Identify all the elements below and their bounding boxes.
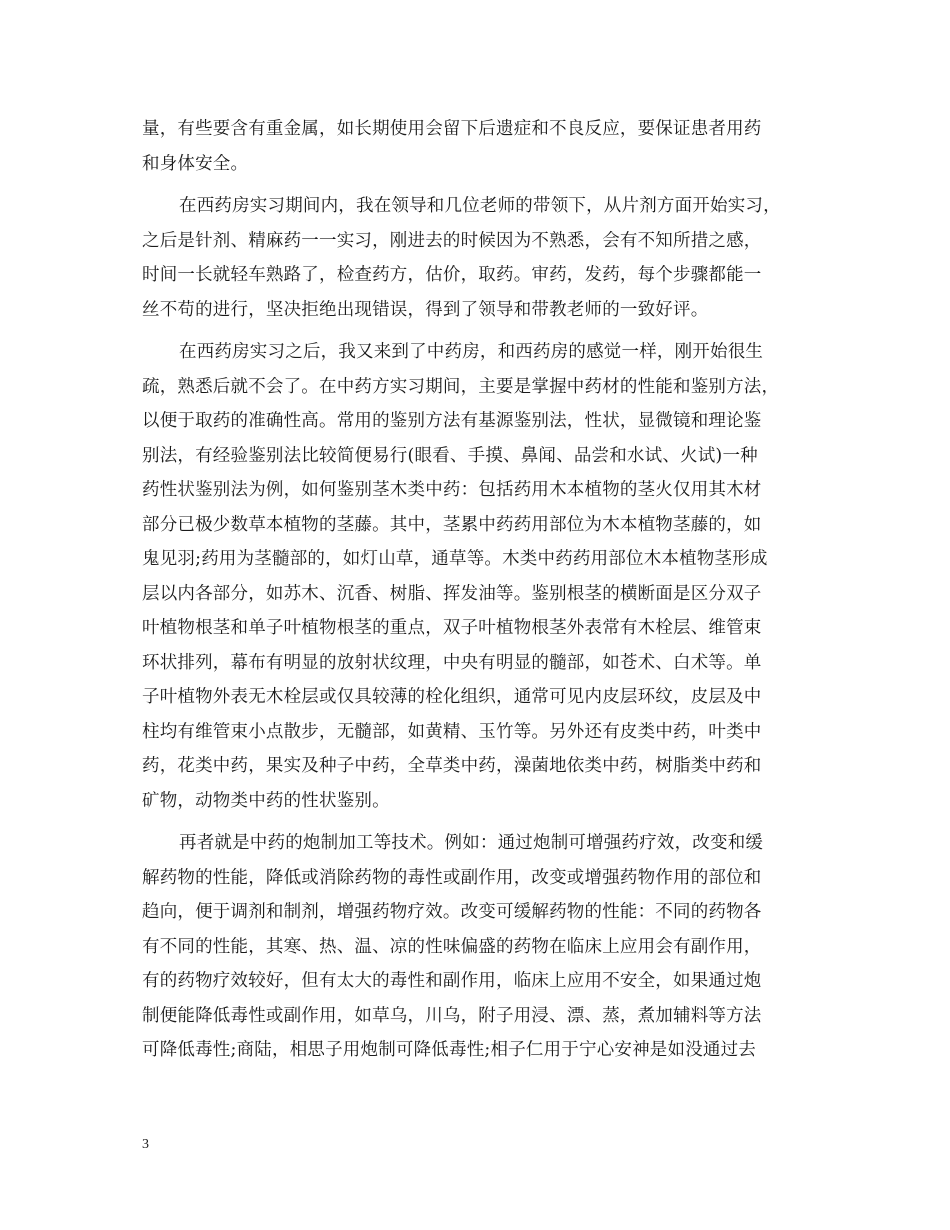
text-line: 环状排列，幕布有明显的放射状纹理，中央有明显的髓部，如苍术、白术等。单 [142, 652, 762, 673]
text-line: 解药物的性能，降低或消除药物的毒性或副作用，改变或增强药物作用的部位和 [142, 867, 762, 888]
text-line: 可降低毒性;商陆，相思子用炮制可降低毒性;相子仁用于宁心安神是如没通过去 [142, 1040, 756, 1060]
text-line: 趋向，便于调剂和制剂，增强药物疗效。改变可缓解药物的性能：不同的药物各 [142, 902, 762, 922]
text-line: 柱均有维管束小点散步，无髓部，如黄精、玉竹等。另外还有皮类中药，叶类中 [142, 721, 762, 742]
text-line: 有不同的性能，其寒、热、温、凉的性味偏盛的药物在临床上应用会有副作用， [142, 936, 762, 957]
text-line: 药，花类中药，果实及种子中药，全草类中药，澡菌地依类中药，树脂类中药和 [142, 756, 762, 776]
text-line: 子叶植物外表无木栓层或仅具较薄的栓化组织，通常可见内皮层环纹，皮层及中 [142, 687, 762, 707]
text-line: 再者就是中药的炮制加工等技术。例如：通过炮制可增强药疗效，改变和缓 [179, 833, 764, 853]
document-body [142, 112, 808, 1068]
text-line: 别法，有经验鉴别法比较简便易行(眼看、手摸、鼻闻、品尝和水试、火试)一种 [142, 445, 758, 466]
text-line: 丝不苟的进行，坚决拒绝出现错误，得到了领导和带教老师的一致好评。 [142, 299, 709, 320]
text-line: 矿物，动物类中药的性状鉴别。 [142, 790, 390, 811]
text-line: 之后是针剂、精麻药一一实习，刚进去的时候因为不熟悉，会有不知所措之感， [142, 230, 762, 251]
text-line: 部分已极少数草本植物的茎藤。其中，茎累中药药用部位为木本植物茎藤的，如 [142, 514, 762, 535]
text-line: 层以内各部分，如苏木、沉香、树脂、挥发油等。鉴别根茎的横断面是区分双子 [142, 583, 762, 604]
text-line: 鬼见羽;药用为茎髓部的，如灯山草，通草等。木类中药药用部位木本植物茎形成 [142, 549, 768, 569]
text-line: 有的药物疗效较好，但有太大的毒性和副作用，临床上应用不安全，如果通过炮 [142, 971, 762, 991]
paragraph-3 [142, 335, 808, 818]
text-line: 疏，熟悉后就不会了。在中药方实习期间，主要是掌握中药材的性能和鉴别方法， [142, 376, 780, 397]
text-line: 以便于取药的准确性高。常用的鉴别方法有基源鉴别法，性状，显微镜和理论鉴 [142, 411, 762, 431]
text-line: 时间一长就轻车熟路了，检查药方，估价，取药。审药，发药，每个步骤都能一 [142, 265, 762, 285]
text-line: 制便能降低毒性或副作用，如草乌，川乌，附子用浸、漂、蒸，煮加辅料等方法 [142, 1005, 762, 1026]
text-line: 在西药房实习之后，我又来到了中药房，和西药房的感觉一样，刚开始很生 [179, 342, 764, 362]
text-line: 叶植物根茎和单子叶植物根茎的重点，双子叶植物根茎外表常有木栓层、维管束 [142, 618, 762, 638]
text-line: 和身体安全。 [142, 153, 249, 174]
paragraph-4 [142, 826, 808, 1068]
text-line: 量，有些要含有重金属，如长期使用会留下后遗症和不良反应，要保证患者用药 [142, 119, 762, 139]
paragraph-2 [142, 189, 808, 327]
paragraph-1 [142, 112, 808, 181]
page-number: 3 [142, 1137, 149, 1152]
text-line: 在西药房实习期间内，我在领导和几位老师的带领下，从片剂方面开始实习， [179, 196, 781, 216]
text-line: 药性状鉴别法为例，如何鉴别茎木类中药：包括药用木本植物的茎火仅用其木材 [142, 480, 762, 500]
